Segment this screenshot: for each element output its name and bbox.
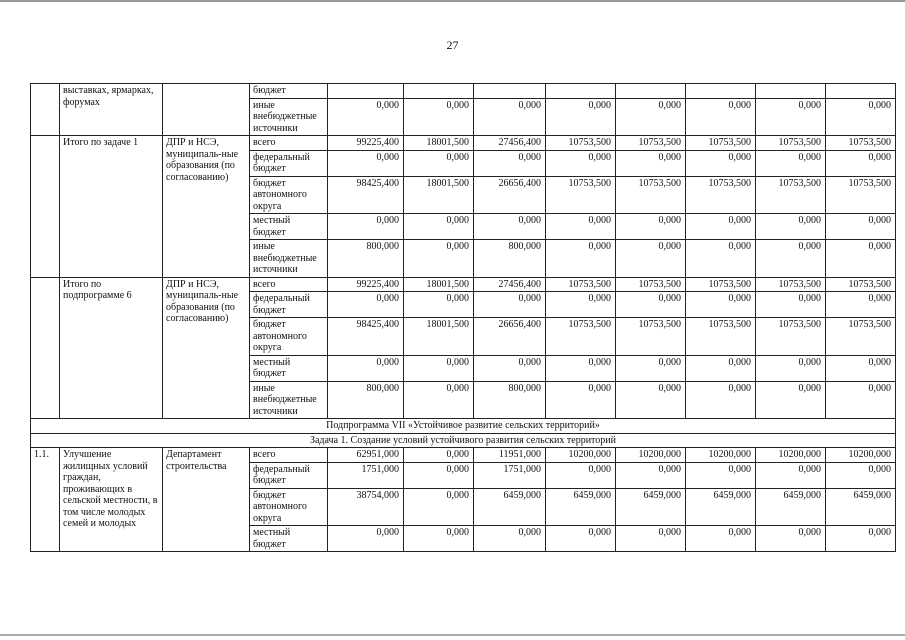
value-cell: 10753,500 <box>546 176 616 214</box>
value-cell: 0,000 <box>756 150 826 176</box>
value-cell: 0,000 <box>328 526 404 552</box>
value-cell: 10753,500 <box>616 318 686 356</box>
value-cell: 26656,400 <box>474 318 546 356</box>
value-cell: 10753,500 <box>546 136 616 151</box>
value-cell: 11951,000 <box>474 448 546 463</box>
value-cell: 10753,500 <box>686 176 756 214</box>
source-cell: иные внебюджетные источники <box>250 240 328 278</box>
table-row <box>31 419 896 434</box>
value-cell <box>328 84 404 99</box>
executor-cell <box>163 84 250 136</box>
source-cell: местный бюджет <box>250 355 328 381</box>
value-cell: 0,000 <box>404 462 474 488</box>
source-cell: местный бюджет <box>250 214 328 240</box>
value-cell: 0,000 <box>686 381 756 419</box>
activity-name-cell: Улучшение жилищных условий граждан, проживающих в сельской местности, в том числе молодых семей и молодых <box>60 448 163 552</box>
executor-cell: ДПР и НСЭ, муниципаль-ные образования (по согласованию) <box>163 136 250 278</box>
value-cell: 0,000 <box>546 150 616 176</box>
value-cell: 0,000 <box>474 355 546 381</box>
budget-table <box>30 83 896 552</box>
value-cell: 0,000 <box>826 150 896 176</box>
value-cell: 10753,500 <box>756 318 826 356</box>
source-cell: всего <box>250 277 328 292</box>
scan-top-edge <box>0 0 905 2</box>
table-row <box>31 136 896 151</box>
value-cell: 99225,400 <box>328 277 404 292</box>
value-cell <box>546 84 616 99</box>
table-row <box>31 277 896 292</box>
value-cell: 10753,500 <box>756 136 826 151</box>
row-number-cell: 1.1. <box>31 448 60 552</box>
value-cell: 0,000 <box>756 381 826 419</box>
value-cell <box>826 84 896 99</box>
value-cell: 0,000 <box>686 150 756 176</box>
source-cell: бюджет автономного округа <box>250 318 328 356</box>
value-cell: 0,000 <box>546 240 616 278</box>
value-cell: 1751,000 <box>474 462 546 488</box>
value-cell: 0,000 <box>686 355 756 381</box>
value-cell <box>686 84 756 99</box>
value-cell: 0,000 <box>616 526 686 552</box>
value-cell: 0,000 <box>756 355 826 381</box>
value-cell: 0,000 <box>328 98 404 136</box>
value-cell: 0,000 <box>404 381 474 419</box>
value-cell: 0,000 <box>826 292 896 318</box>
task-heading: Задача 1. Создание условий устойчивого развития сельских территорий <box>31 433 896 448</box>
value-cell: 6459,000 <box>686 488 756 526</box>
value-cell: 0,000 <box>546 214 616 240</box>
value-cell: 0,000 <box>404 150 474 176</box>
source-cell: иные внебюджетные источники <box>250 98 328 136</box>
value-cell: 0,000 <box>546 292 616 318</box>
scan-bottom-edge <box>0 634 905 636</box>
value-cell <box>616 84 686 99</box>
value-cell: 10753,500 <box>546 318 616 356</box>
value-cell: 10200,000 <box>686 448 756 463</box>
value-cell: 0,000 <box>756 240 826 278</box>
value-cell: 0,000 <box>328 355 404 381</box>
value-cell: 0,000 <box>404 526 474 552</box>
source-cell: бюджет автономного округа <box>250 488 328 526</box>
value-cell: 0,000 <box>616 98 686 136</box>
source-cell: бюджет <box>250 84 328 99</box>
table-row <box>31 448 896 463</box>
value-cell: 800,000 <box>474 240 546 278</box>
value-cell: 18001,500 <box>404 277 474 292</box>
value-cell: 0,000 <box>616 150 686 176</box>
value-cell: 0,000 <box>474 526 546 552</box>
value-cell: 10753,500 <box>686 277 756 292</box>
value-cell: 0,000 <box>328 214 404 240</box>
value-cell: 0,000 <box>686 98 756 136</box>
row-number-cell <box>31 84 60 136</box>
source-cell: федеральный бюджет <box>250 292 328 318</box>
value-cell: 0,000 <box>686 526 756 552</box>
value-cell: 0,000 <box>474 292 546 318</box>
value-cell: 6459,000 <box>756 488 826 526</box>
subprogram-heading: Подпрограмма VII «Устойчивое развитие сельских территорий» <box>31 419 896 434</box>
value-cell: 0,000 <box>826 526 896 552</box>
value-cell: 0,000 <box>756 214 826 240</box>
value-cell: 0,000 <box>474 214 546 240</box>
value-cell: 27456,400 <box>474 277 546 292</box>
table-row <box>31 84 896 99</box>
value-cell: 62951,000 <box>328 448 404 463</box>
value-cell: 0,000 <box>756 462 826 488</box>
source-cell: местный бюджет <box>250 526 328 552</box>
value-cell: 0,000 <box>826 462 896 488</box>
activity-name-cell: выставках, ярмарках, форумах <box>60 84 163 136</box>
value-cell: 0,000 <box>826 381 896 419</box>
value-cell <box>404 84 474 99</box>
value-cell: 10753,500 <box>546 277 616 292</box>
value-cell <box>756 84 826 99</box>
value-cell: 0,000 <box>546 98 616 136</box>
value-cell: 6459,000 <box>616 488 686 526</box>
executor-cell: Департамент строительства <box>163 448 250 552</box>
value-cell: 18001,500 <box>404 318 474 356</box>
value-cell: 0,000 <box>474 98 546 136</box>
value-cell: 0,000 <box>616 381 686 419</box>
page-number: 27 <box>446 38 459 52</box>
value-cell: 0,000 <box>616 214 686 240</box>
source-cell: иные внебюджетные источники <box>250 381 328 419</box>
value-cell: 0,000 <box>686 292 756 318</box>
activity-name-cell: Итого по задаче 1 <box>60 136 163 278</box>
value-cell: 0,000 <box>686 214 756 240</box>
value-cell: 10200,000 <box>756 448 826 463</box>
source-cell: всего <box>250 448 328 463</box>
value-cell: 0,000 <box>756 292 826 318</box>
value-cell: 800,000 <box>328 240 404 278</box>
value-cell: 10753,500 <box>826 176 896 214</box>
value-cell: 10753,500 <box>826 277 896 292</box>
value-cell: 0,000 <box>686 462 756 488</box>
value-cell: 98425,400 <box>328 176 404 214</box>
value-cell <box>474 84 546 99</box>
value-cell: 0,000 <box>616 240 686 278</box>
value-cell: 10753,500 <box>686 318 756 356</box>
value-cell: 0,000 <box>826 214 896 240</box>
source-cell: бюджет автономного округа <box>250 176 328 214</box>
value-cell: 10200,000 <box>546 448 616 463</box>
value-cell: 0,000 <box>616 355 686 381</box>
value-cell: 98425,400 <box>328 318 404 356</box>
activity-name-cell: Итого по подпрограмме 6 <box>60 277 163 419</box>
row-number-cell <box>31 277 60 419</box>
value-cell: 18001,500 <box>404 136 474 151</box>
value-cell: 0,000 <box>756 98 826 136</box>
value-cell: 0,000 <box>404 488 474 526</box>
value-cell: 0,000 <box>546 526 616 552</box>
value-cell: 6459,000 <box>546 488 616 526</box>
executor-cell: ДПР и НСЭ, муниципаль-ные образования (по согласованию) <box>163 277 250 419</box>
value-cell: 0,000 <box>686 240 756 278</box>
value-cell: 0,000 <box>404 240 474 278</box>
source-cell: федеральный бюджет <box>250 462 328 488</box>
value-cell: 0,000 <box>546 462 616 488</box>
value-cell: 0,000 <box>826 355 896 381</box>
value-cell: 99225,400 <box>328 136 404 151</box>
value-cell: 27456,400 <box>474 136 546 151</box>
value-cell: 38754,000 <box>328 488 404 526</box>
value-cell: 0,000 <box>328 292 404 318</box>
value-cell: 0,000 <box>826 98 896 136</box>
value-cell: 1751,000 <box>328 462 404 488</box>
value-cell: 0,000 <box>404 355 474 381</box>
value-cell: 10200,000 <box>616 448 686 463</box>
value-cell: 6459,000 <box>474 488 546 526</box>
table-row <box>31 433 896 448</box>
value-cell: 0,000 <box>616 462 686 488</box>
value-cell: 0,000 <box>328 150 404 176</box>
value-cell: 26656,400 <box>474 176 546 214</box>
value-cell: 0,000 <box>756 526 826 552</box>
value-cell: 6459,000 <box>826 488 896 526</box>
value-cell: 10753,500 <box>826 318 896 356</box>
value-cell: 10753,500 <box>686 136 756 151</box>
value-cell: 0,000 <box>826 240 896 278</box>
value-cell: 0,000 <box>404 214 474 240</box>
value-cell: 10753,500 <box>616 176 686 214</box>
source-cell: федеральный бюджет <box>250 150 328 176</box>
source-cell: всего <box>250 136 328 151</box>
value-cell: 18001,500 <box>404 176 474 214</box>
value-cell: 800,000 <box>474 381 546 419</box>
value-cell: 0,000 <box>404 448 474 463</box>
value-cell: 0,000 <box>546 381 616 419</box>
value-cell: 0,000 <box>404 98 474 136</box>
value-cell: 10753,500 <box>756 176 826 214</box>
value-cell: 10753,500 <box>616 277 686 292</box>
value-cell: 0,000 <box>546 355 616 381</box>
value-cell: 10753,500 <box>616 136 686 151</box>
value-cell: 0,000 <box>404 292 474 318</box>
value-cell: 800,000 <box>328 381 404 419</box>
value-cell: 0,000 <box>474 150 546 176</box>
row-number-cell <box>31 136 60 278</box>
value-cell: 10753,500 <box>826 136 896 151</box>
value-cell: 0,000 <box>616 292 686 318</box>
value-cell: 10753,500 <box>756 277 826 292</box>
value-cell: 10200,000 <box>826 448 896 463</box>
